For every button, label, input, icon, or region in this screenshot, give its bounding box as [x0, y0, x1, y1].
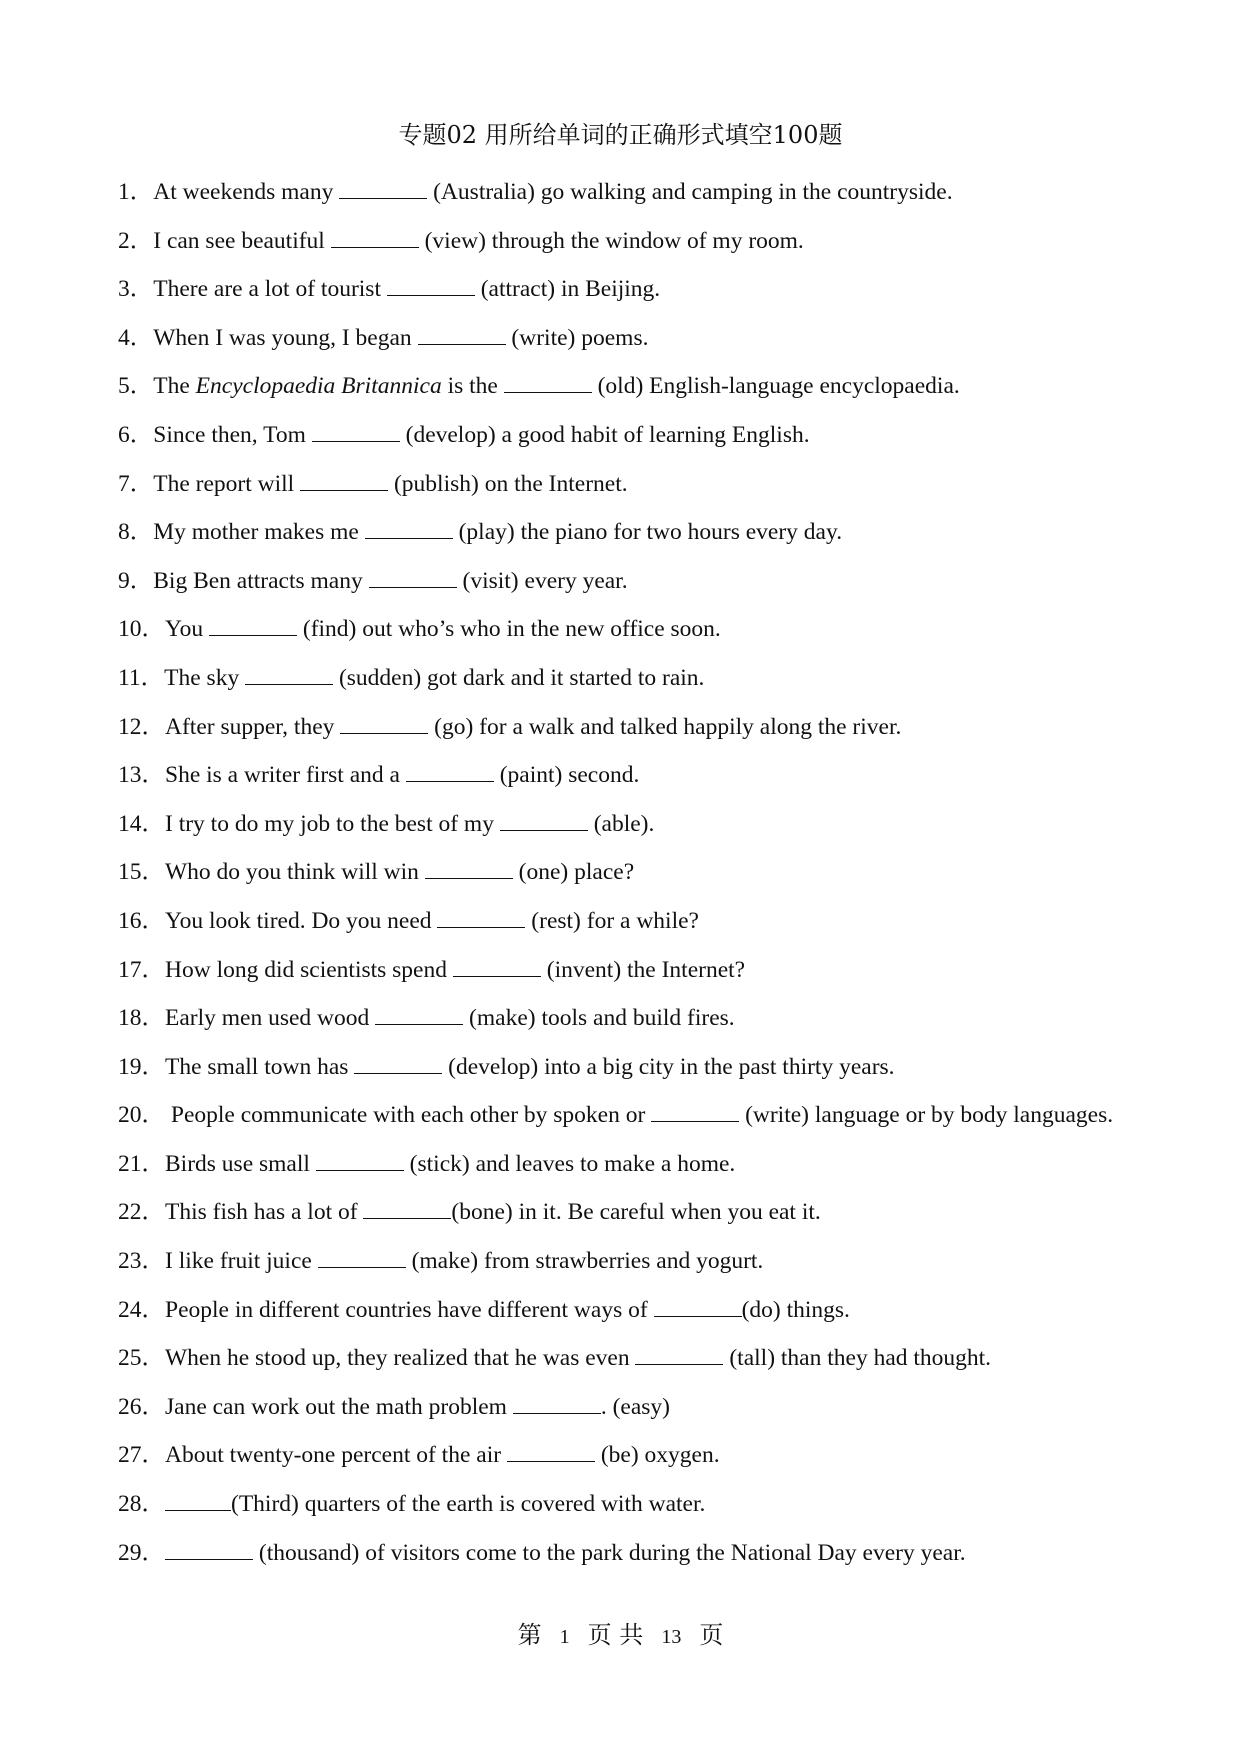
question-list	[118, 168, 1123, 1577]
answer-blank[interactable]	[369, 569, 457, 588]
question-19: 19．The small town has (develop) into a big city in the past thirty years.	[118, 1053, 895, 1080]
question-24: 24．People in different countries have different ways of (do) things.	[118, 1296, 850, 1323]
question-25: 25．When he stood up, they realized that he was even (tall) than they had thought.	[118, 1345, 992, 1372]
question-29: 29． (thousand) of visitors come to the park during the National Day every year.	[118, 1539, 966, 1566]
question-7: 7．The report will (publish) on the Internet.	[118, 470, 628, 497]
answer-blank[interactable]	[316, 1152, 404, 1171]
answer-blank[interactable]	[331, 229, 419, 248]
answer-blank[interactable]	[375, 1006, 463, 1025]
answer-blank[interactable]	[365, 520, 453, 539]
answer-blank[interactable]	[354, 1055, 442, 1074]
question-26: 26．Jane can work out the math problem . (easy)	[118, 1393, 671, 1420]
question-10: 10．You (find) out who’s who in the new office soon.	[118, 616, 721, 643]
question-28: 28． (Third) quarters of the earth is covered with water.	[118, 1491, 706, 1518]
question-17: 17．How long did scientists spend (invent) the Internet?	[118, 956, 746, 983]
question-11: 11．The sky (sudden) got dark and it started to rain.	[118, 664, 705, 691]
answer-blank[interactable]	[318, 1249, 406, 1268]
question-23: 23．I like fruit juice (make) from strawberries and yogurt.	[118, 1248, 764, 1275]
page-title: 专题02 用所给单词的正确形式填空100题	[398, 121, 843, 149]
answer-blank[interactable]	[245, 666, 333, 685]
answer-blank[interactable]	[363, 1200, 451, 1219]
answer-blank[interactable]	[165, 1541, 253, 1560]
current-page-number: 1	[559, 1626, 570, 1648]
question-8: 8．My mother makes me (play) the piano for two hours every day.	[118, 519, 843, 546]
question-1: 1．At weekends many (Australia) go walking and camping in the countryside.	[118, 179, 953, 205]
answer-blank[interactable]	[651, 1103, 739, 1122]
question-13: 13．She is a writer first and a (paint) second.	[118, 762, 640, 789]
answer-blank[interactable]	[654, 1298, 742, 1317]
answer-blank[interactable]	[635, 1346, 723, 1365]
page-footer: 第 1 页 共 13 页	[517, 1621, 724, 1649]
question-14: 14．I try to do my job to the best of my (able).	[118, 810, 655, 837]
answer-blank[interactable]	[406, 763, 494, 782]
answer-blank[interactable]	[339, 180, 427, 199]
answer-blank[interactable]	[418, 326, 506, 345]
question-20: 20． People communicate with each other by spoken or (write) language or by body languages.	[118, 1102, 1114, 1129]
answer-blank[interactable]	[507, 1443, 595, 1462]
question-22: 22．This fish has a lot of (bone) in it. Be careful when you eat it.	[118, 1199, 821, 1226]
answer-blank[interactable]	[513, 1395, 601, 1414]
question-3: 3．There are a lot of tourist (attract) in Beijing.	[118, 276, 661, 303]
answer-blank[interactable]	[165, 1492, 231, 1511]
question-21: 21．Birds use small (stick) and leaves to make a home.	[118, 1150, 736, 1177]
answer-blank[interactable]	[300, 472, 388, 491]
total-page-count: 13	[661, 1626, 682, 1648]
answer-blank[interactable]	[312, 423, 400, 442]
question-27: 27．About twenty-one percent of the air (be) oxygen.	[118, 1442, 720, 1469]
question-2: 2．I can see beautiful (view) through the window of my room.	[118, 227, 804, 254]
question-15: 15．Who do you think will win (one) place?	[118, 859, 635, 886]
question-4: 4．When I was young, I began (write) poems.	[118, 324, 649, 351]
answer-blank[interactable]	[340, 715, 428, 734]
question-9: 9．Big Ben attracts many (visit) every year.	[118, 567, 628, 594]
answer-blank[interactable]	[425, 860, 513, 879]
answer-blank[interactable]	[387, 277, 475, 296]
answer-blank[interactable]	[500, 812, 588, 831]
answer-blank[interactable]	[453, 958, 541, 977]
answer-blank[interactable]	[504, 374, 592, 393]
answer-blank[interactable]	[209, 617, 297, 636]
question-16: 16．You look tired. Do you need (rest) for a while?	[118, 907, 699, 934]
question-12: 12．After supper, they (go) for a walk and talked happily along the river.	[118, 713, 902, 740]
question-18: 18．Early men used wood (make) tools and build fires.	[118, 1005, 735, 1032]
question-5: 5．The Encyclopaedia Britannica is the (old) English-language encyclopaedia.	[118, 373, 960, 400]
answer-blank[interactable]	[437, 909, 525, 928]
question-6: 6．Since then, Tom (develop) a good habit of learning English.	[118, 421, 810, 448]
